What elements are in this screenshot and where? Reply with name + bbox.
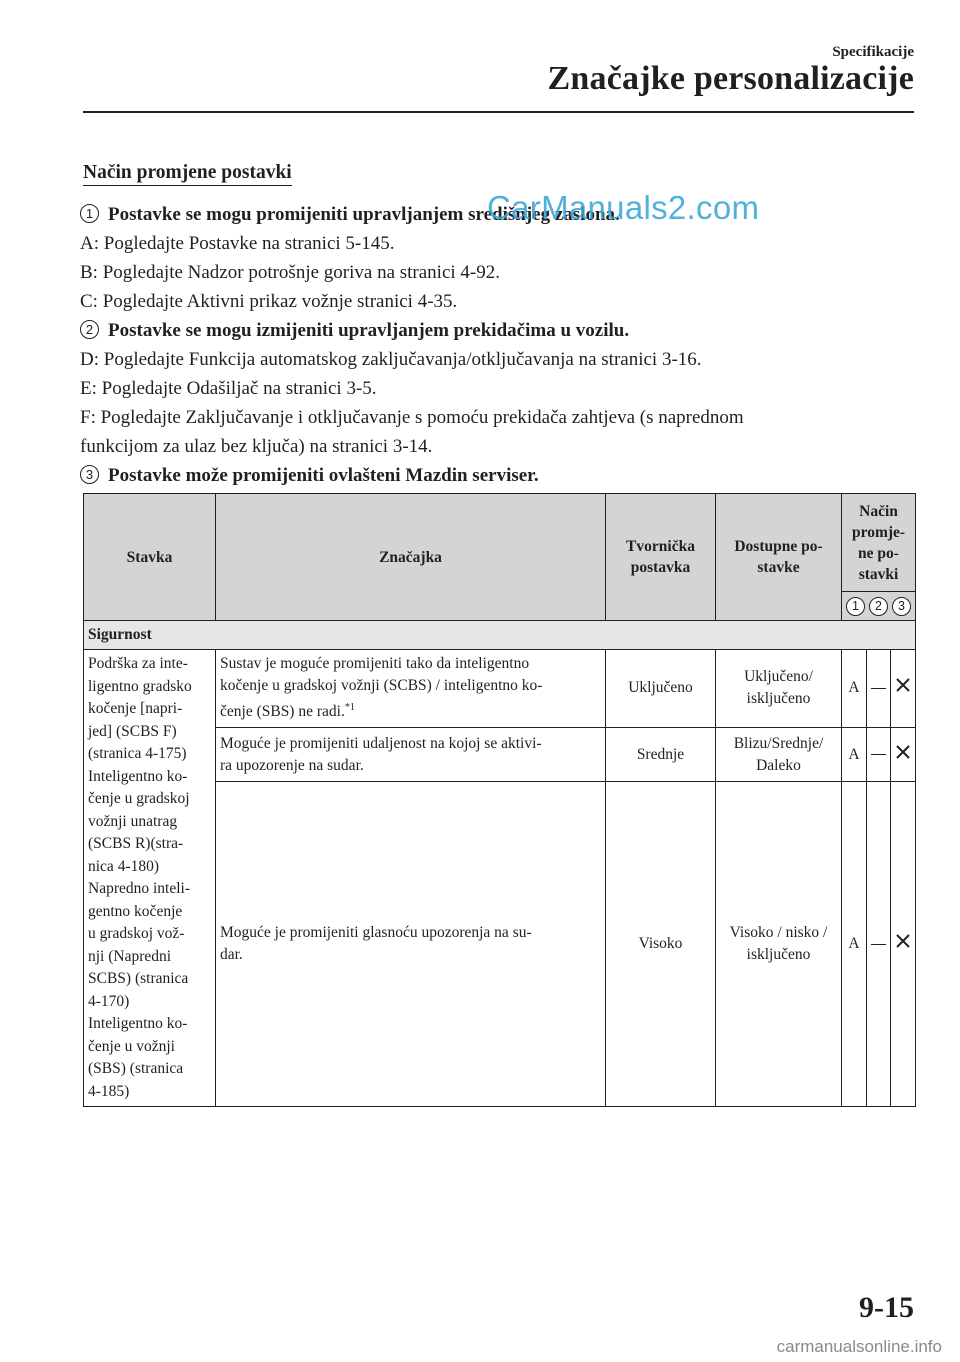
page-title: Značajke personalizacije xyxy=(547,60,914,97)
feature-cell: Moguće je promijeniti udaljenost na kojoj se aktivi- ra upozorenje na sudar. xyxy=(216,727,606,781)
method-item-d: D: Pogledajte Funkcija automatskog zaključavanja/otključavanja na stranici 3-16. xyxy=(80,349,702,370)
circled-3-icon: 3 xyxy=(892,597,911,616)
method-2-cell xyxy=(867,650,891,728)
page-number: 9-15 xyxy=(859,1291,914,1324)
method-item-f: F: Pogledajte Zaključavanje i otključavanje s pomoću prekidača zahtjeva (s naprednom xyxy=(80,407,744,428)
cross-icon xyxy=(896,678,910,692)
circled-2-icon: 2 xyxy=(80,320,99,339)
header-rule xyxy=(83,111,914,113)
circled-1-icon: 1 xyxy=(846,597,865,616)
method-3-cell xyxy=(891,650,916,728)
footnote-marker: *1 xyxy=(344,702,355,714)
header-section-label: Specifikacije xyxy=(832,44,914,60)
circled-3-icon: 3 xyxy=(80,465,99,484)
cross-icon xyxy=(896,745,910,759)
method-1-cell: A xyxy=(842,782,867,1107)
header-factory-setting: Tvornička postavka xyxy=(606,494,716,621)
cross-icon xyxy=(896,934,910,948)
available-settings-cell: Uključeno/ isključeno xyxy=(716,650,842,728)
feature-cell: Moguće je promijeniti glasnoću upozorenja na su- dar. xyxy=(216,782,606,1107)
settings-table xyxy=(83,493,916,1107)
section-row-safety: Sigurnost xyxy=(84,621,916,650)
feature-cell: Sustav je moguće promijeniti tako da inteligentno kočenje u gradskoj vožnji (SCBS) / inteligentno ko- čenje (SBS) ne radi.$^{*1}$ xyxy=(216,650,606,728)
available-settings-cell: Visoko / nisko / isključeno xyxy=(716,782,842,1107)
method-body xyxy=(80,200,920,490)
factory-setting-cell: Visoko xyxy=(606,782,716,1107)
factory-setting-cell: Uključeno xyxy=(606,650,716,728)
available-settings-cell: Blizu/Srednje/ Daleko xyxy=(716,727,842,781)
method-1-cell: A xyxy=(842,650,867,728)
method-item-e: E: Pogledajte Odašiljač na stranici 3-5. xyxy=(80,378,377,399)
factory-setting-cell: Srednje xyxy=(606,727,716,781)
watermark: CarManuals2.com xyxy=(487,189,760,226)
method-1-cell: A xyxy=(842,727,867,781)
method-group-3-heading: 3 Postavke može promijeniti ovlašteni Mazdin serviser. xyxy=(80,461,920,490)
dash-icon xyxy=(871,754,886,755)
method-group-2-heading: 2 Postavke se mogu izmijeniti upravljanjem prekidačima u vozilu. xyxy=(80,316,920,345)
method-title: Način promjene postavki xyxy=(83,162,292,186)
dash-icon xyxy=(871,688,886,689)
method-2-cell xyxy=(867,782,891,1107)
circled-2-icon: 2 xyxy=(869,597,888,616)
method-2-cell xyxy=(867,727,891,781)
method-item-f-cont: funkcijom za ulaz bez ključa) na stranici 3-14. xyxy=(80,436,433,457)
circled-1-icon: 1 xyxy=(80,204,99,223)
dash-icon xyxy=(871,944,886,945)
method-group-1-heading: 1 Postavke se mogu promijeniti upravljanjem središnjeg zaslona. xyxy=(80,200,920,229)
item-cell: Podrška za inte- ligentno gradsko kočenje [napri- jed] (SCBS F) (stranica 4-175) Inteligentno ko- čenje u gradskoj vožnji unatrag (SCBS R)(stra- nica 4-180) Napredno inteli- gentno kočenje u gradskoj vož- nji (Napredni SCBS) (stranica 4-170) Inteligentno ko- čenje u vožnji (SBS) (stranica 4-185) xyxy=(84,650,216,1107)
header-feature: Značajka xyxy=(216,494,606,621)
footer-watermark: carmanualsonline.info xyxy=(776,1337,942,1356)
method-3-cell xyxy=(891,727,916,781)
method-item-c: C: Pogledajte Aktivni prikaz vožnje stranici 4-35. xyxy=(80,291,458,312)
method-item-b: B: Pogledajte Nadzor potrošnje goriva na stranici 4-92. xyxy=(80,262,501,283)
header-available-settings: Dostupne po- stavke xyxy=(716,494,842,621)
method-3-cell xyxy=(891,782,916,1107)
header-method-icons xyxy=(842,592,916,621)
header-item: Stavka xyxy=(84,494,216,621)
method-item-a: A: Pogledajte Postavke na stranici 5-145. xyxy=(80,233,395,254)
header-change-method: Način promje- ne po- stavki xyxy=(842,494,916,592)
